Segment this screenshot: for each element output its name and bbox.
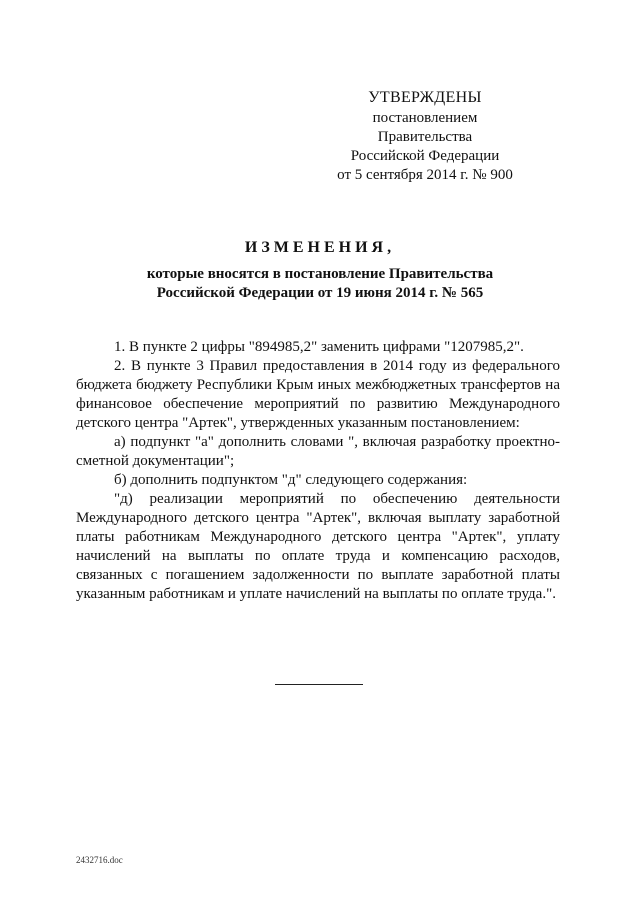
paragraph-item-1: 1. В пункте 2 цифры "894985,2" заменить цифрами "1207985,2". (114, 339, 524, 355)
approval-block (330, 88, 520, 185)
document-body (76, 338, 560, 604)
paragraph-item-2: 2. В пункте 3 Правил предоставления в 2014 году из федерального бюджета бюджету Республики Крым иных межбюджетных трансфертов на финансовое обеспечение мероприятий по развитию Международного детского центра "Артек", утвержденных указанным постановлением: (76, 358, 560, 431)
closing-rule (275, 684, 363, 685)
document-heading (70, 239, 570, 303)
approval-title: УТВЕРЖДЕНЫ (368, 89, 482, 106)
document-title: ИЗМЕНЕНИЯ, (244, 239, 396, 256)
approval-line-2: Российской Федерации (350, 148, 500, 164)
document-subtitle-line-2: Российской Федерации от 19 июня 2014 г. № 565 (156, 285, 484, 301)
approval-line-3: от 5 сентября 2014 г. № 900 (337, 167, 513, 183)
document-subtitle-line-1: которые вносятся в постановление Правительства (146, 266, 494, 282)
paragraph-subitem-d-text: "д) реализации мероприятий по обеспечению деятельности Международного детского центра "Артек", включая выплату заработной платы работникам Международного детского центра "Артек", уплату начислений на выплаты по оплате труда и компенсацию расходов, связанных с погашением задолженности по выплате заработной платы указанным работникам и уплате начислений на выплаты по оплате труда.". (76, 491, 560, 602)
document-file-code: 2432716.doc (76, 855, 123, 865)
paragraph-subitem-a: а) подпункт "а" дополнить словами ", включая разработку проектно-сметной документации"; (76, 434, 560, 469)
paragraph-subitem-b: б) дополнить подпунктом "д" следующего содержания: (114, 472, 468, 488)
approval-line-1: постановлением Правительства (372, 110, 478, 145)
